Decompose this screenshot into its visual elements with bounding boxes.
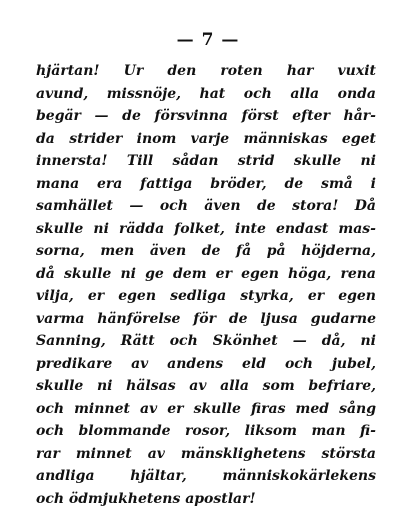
text-line: da strider inom varje människas eget xyxy=(36,130,376,147)
text-line: och minnet av er skulle firas med sång xyxy=(36,400,376,417)
text-line: begär — de försvinna först efter hår- xyxy=(36,108,376,124)
text-line: rar minnet av mänsklighetens största xyxy=(36,445,376,462)
text-line: och blommande rosor, liksom man fi- xyxy=(36,423,376,439)
text-line: avund, missnöje, hat och alla onda xyxy=(36,85,376,102)
text-line: predikare av andens eld och jubel, xyxy=(36,355,376,372)
text-line: innersta! Till sådan strid skulle ni xyxy=(36,153,376,169)
text-line: samhället — och även de stora! Då xyxy=(36,198,376,214)
text-line: då skulle ni ge dem er egen höga, rena xyxy=(36,265,376,282)
text-line: sorna, men även de få på höjderna, xyxy=(36,243,376,259)
text-line: Sanning, Rätt och Skönhet — då, ni xyxy=(36,333,376,349)
page-number: — 7 — xyxy=(176,30,240,50)
text-line: skulle ni hälsas av alla som befriare, xyxy=(36,378,376,394)
text-line-last: och ödmjukhetens apostlar! xyxy=(36,490,256,507)
text-line: mana era fattiga bröder, de små i xyxy=(36,175,376,192)
text-line: hjärtan! Ur den roten har vuxit xyxy=(36,63,376,79)
body-text xyxy=(36,60,376,510)
text-line: varma hänförelse för de ljusa gudarne xyxy=(36,310,376,327)
text-line: skulle ni rädda folket, inte endast mas- xyxy=(36,220,376,237)
text-line: vilja, er egen sedliga styrka, er egen xyxy=(36,288,376,304)
text-line: andliga hjältar, människokärlekens xyxy=(36,468,376,484)
